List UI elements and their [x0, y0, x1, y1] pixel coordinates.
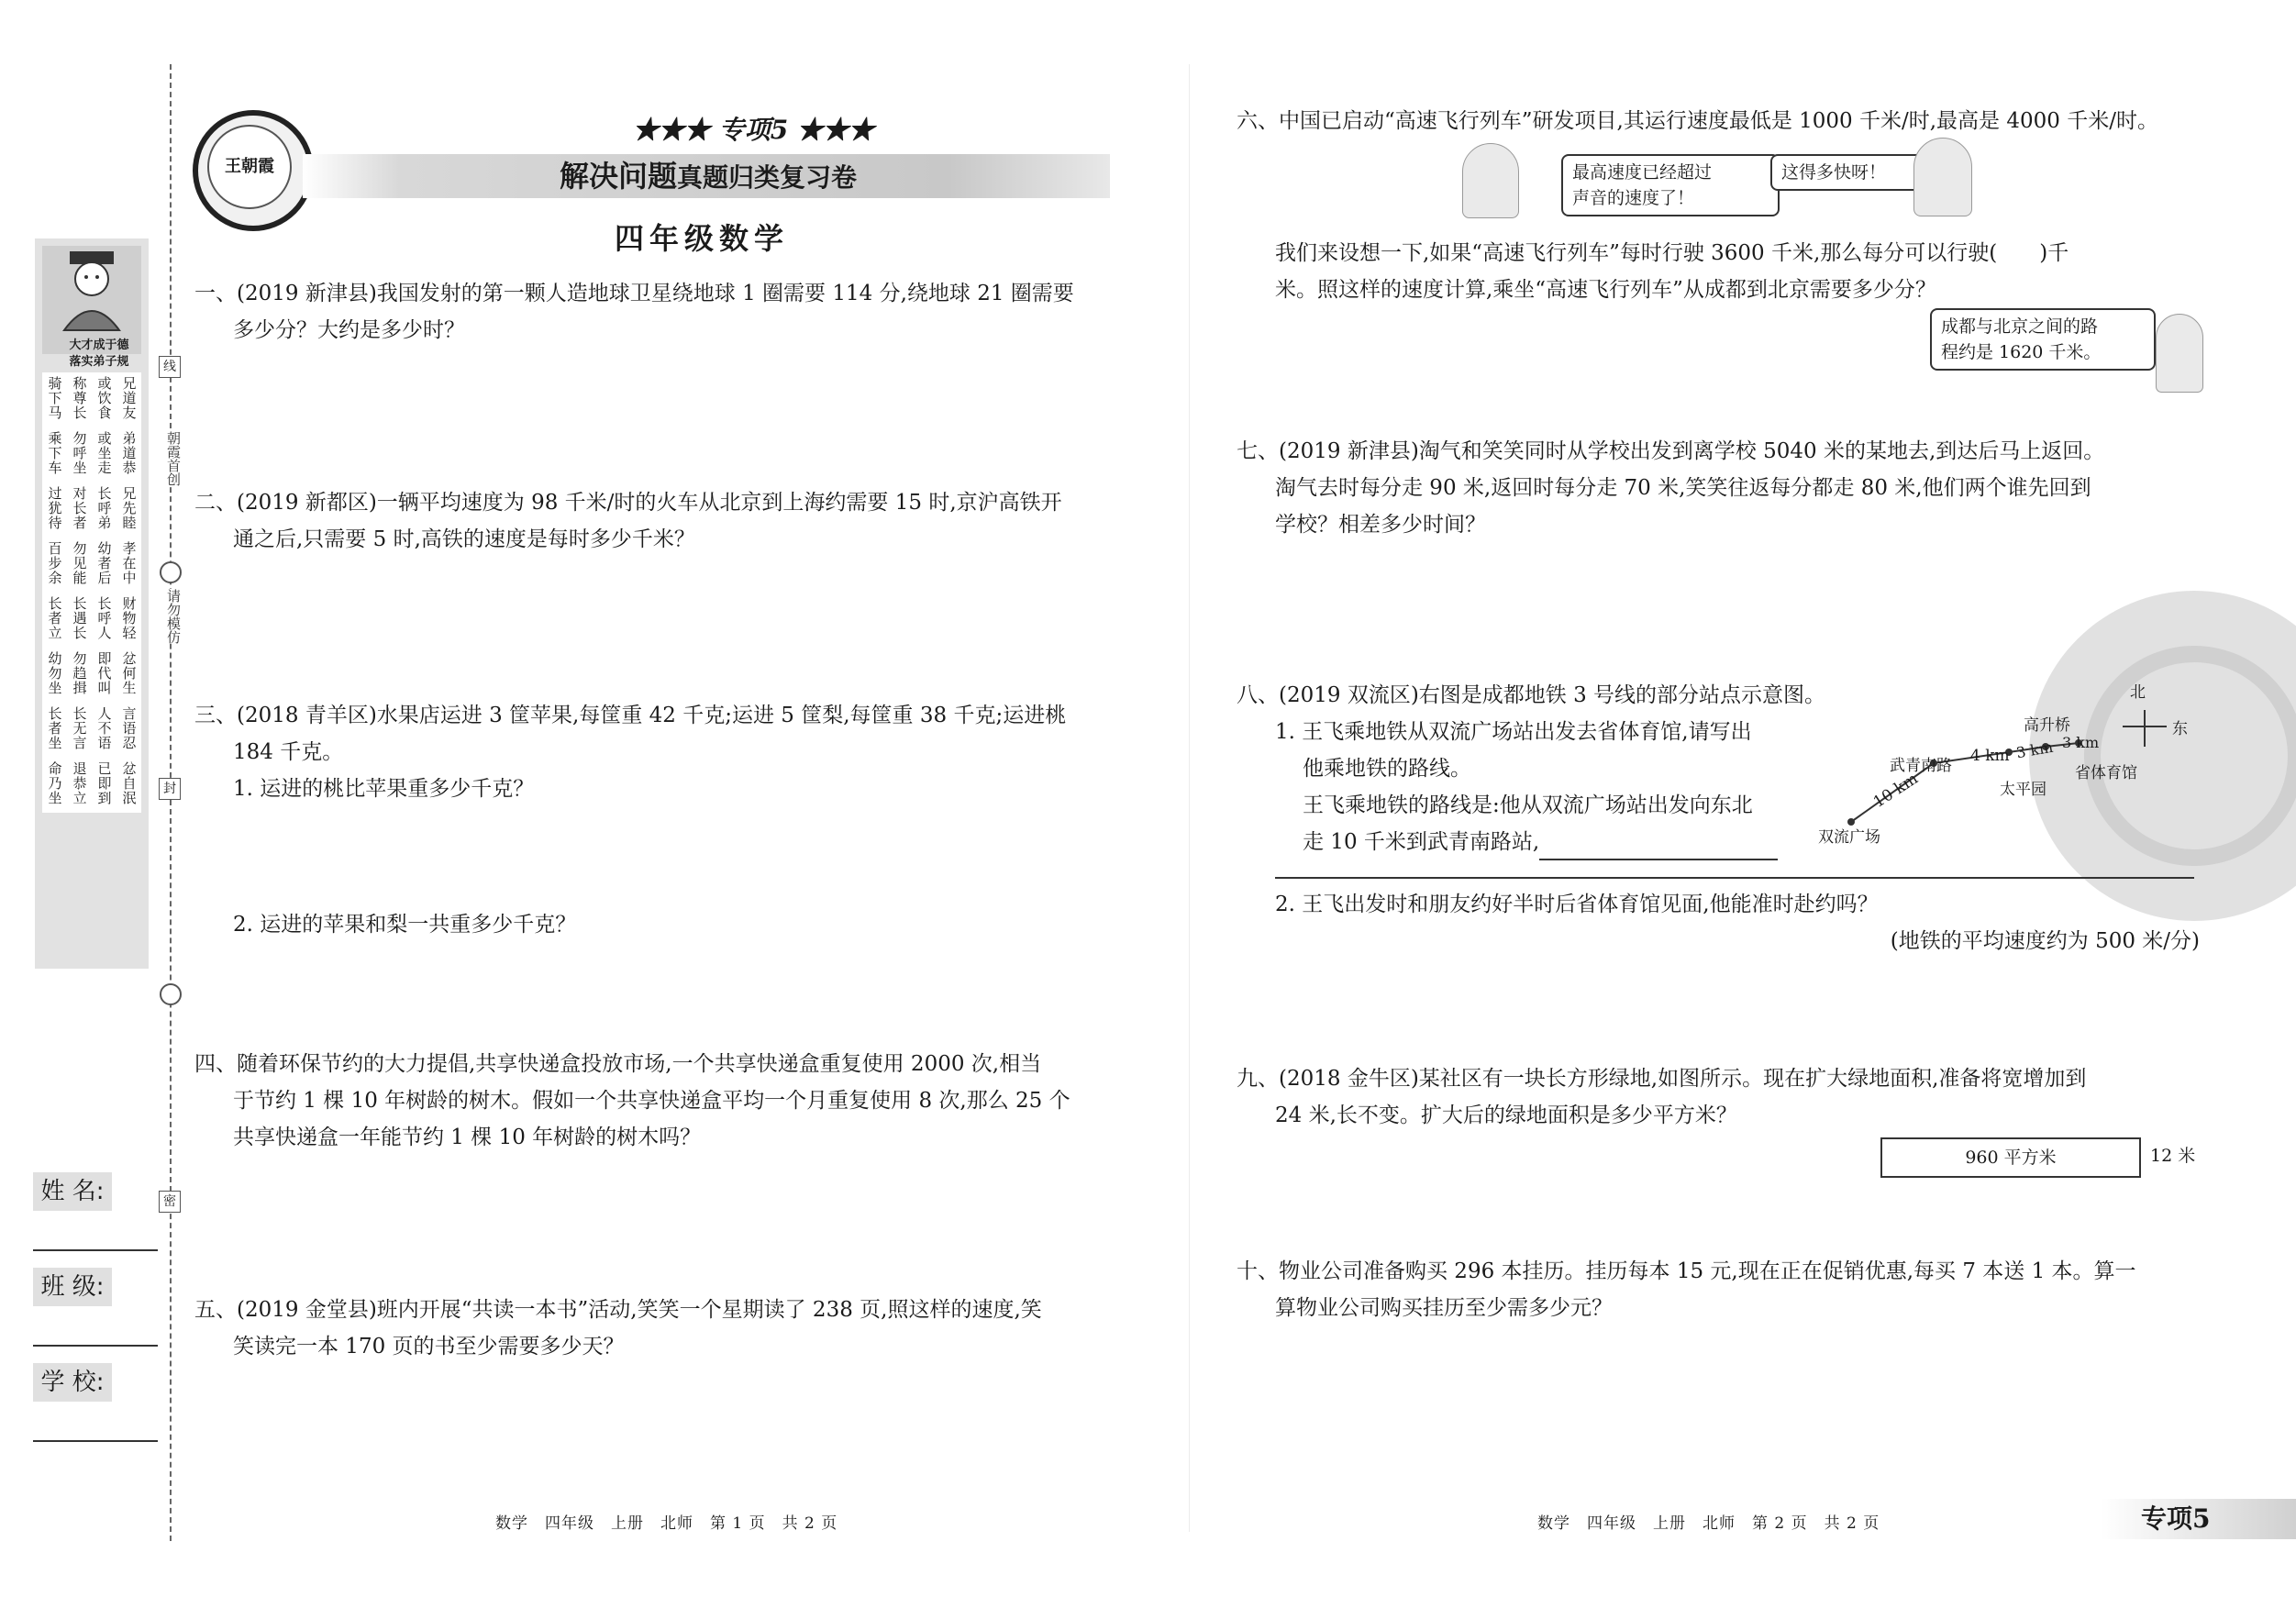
- motto-caption: [46, 338, 152, 371]
- motto-column: 孝在中: [120, 541, 138, 585]
- station-label: 太平园: [2000, 781, 2046, 799]
- bubble-text: 成都与北京之间的路: [1941, 316, 2099, 337]
- distance-label: 3 km: [2014, 738, 2055, 762]
- question-text: 通之后,只需要 5 时,高铁的速度是每时多少千米？: [233, 527, 695, 551]
- motto-group: [42, 427, 141, 482]
- distance-label: 3 km: [2062, 734, 2100, 751]
- route-answer-blank[interactable]: [1539, 835, 1778, 860]
- motto-column: 称尊长: [71, 376, 88, 420]
- motto-group: [42, 538, 141, 593]
- question-text: 六、中国已启动“高速飞行列车”研发项目,其运行速度最低是 1000 千米/时,最高是 4000 千米/时。: [1237, 109, 2158, 133]
- motto-column: 忿何生: [120, 651, 138, 695]
- question-7: [1237, 433, 2209, 543]
- speech-bubble: [1930, 308, 2156, 371]
- motto-column: 弟道恭: [120, 431, 138, 475]
- motto-panel: [35, 238, 149, 969]
- sub-question-text: 走 10 千米到武青南路站,: [1303, 830, 1540, 854]
- binding-dashed-line: [170, 64, 172, 1541]
- green-area-rectangle: 960 平方米: [1880, 1137, 2141, 1178]
- motto-caption-line: 落实弟子规: [69, 355, 129, 369]
- question-6-body: [1237, 235, 2209, 308]
- motto-column: 长者坐: [46, 706, 63, 750]
- motto-group: [42, 482, 141, 538]
- brand-logo: [193, 110, 314, 231]
- motto-column: 骑下马: [46, 376, 63, 420]
- question-text: 学校？相差多少时间？: [1275, 513, 1486, 537]
- speech-bubble: [1561, 154, 1780, 216]
- motto-column: 兄先睦: [120, 486, 138, 530]
- motto-grid: [42, 372, 141, 813]
- subject-title: 四年级数学: [615, 221, 790, 256]
- question-text: 184 千克。: [233, 740, 344, 764]
- question-3: [194, 697, 1167, 943]
- station-label: 双流广场: [1818, 828, 1880, 847]
- question-text: 多少分？大约是多少时？: [233, 318, 465, 342]
- series-tab: [2101, 1499, 2296, 1539]
- binding-hole-icon: [160, 561, 182, 583]
- motto-column: 财物轻: [120, 596, 138, 640]
- binding-word-original: 朝霞首创: [158, 431, 182, 486]
- boy-illustration-icon: [1913, 138, 1972, 216]
- distance-label: 4 km: [1970, 747, 2010, 765]
- binding-word-seal: 封: [159, 778, 181, 800]
- station-label: 武青南路: [1890, 757, 1952, 775]
- motto-group: [42, 648, 141, 703]
- question-text: 笑读完一本 170 页的书至少需要多少天？: [233, 1335, 625, 1359]
- motto-column: 即代叫: [95, 651, 113, 695]
- scholar-icon: [42, 246, 141, 334]
- question-text: 淘气去时每分走 90 米,返回时每分走 70 米,笑笑往返每分都走 80 米,他们两个谁先回到: [1275, 476, 2091, 500]
- question-text: 算物业公司购买挂历至少需多少元？: [1275, 1296, 1613, 1320]
- motto-column: 长无言: [71, 706, 88, 750]
- dog-illustration-icon: [2156, 314, 2203, 393]
- binding-word-no-copy: 请勿模仿: [158, 589, 182, 644]
- motto-column: 幼者后: [95, 541, 113, 585]
- motto-column: 或坐走: [95, 431, 113, 475]
- class-label: 班 级:: [33, 1268, 112, 1306]
- motto-column: 长呼人: [95, 596, 113, 640]
- sub-question-text: 他乘地铁的路线。: [1303, 757, 1471, 781]
- question-2: [194, 484, 1167, 558]
- motto-column: 或饮食: [95, 376, 113, 420]
- question-text: 九、(2018 金牛区)某社区有一块长方形绿地,如图所示。现在扩大绿地面积,准备将宽增加到: [1237, 1067, 2087, 1091]
- motto-column: 长呼弟: [95, 486, 113, 530]
- question-5: [194, 1292, 1167, 1365]
- motto-group: [42, 372, 141, 427]
- question-text: 我们来设想一下,如果“高速飞行列车”每时行驶 3600 千米,那么每分可以行驶( )千: [1275, 241, 2069, 265]
- question-text: 八、(2019 双流区)右图是成都地铁 3 号线的部分站点示意图。: [1237, 683, 1826, 707]
- class-field[interactable]: [33, 1345, 158, 1347]
- question-text: 二、(2019 新都区)一辆平均速度为 98 千米/时的火车从北京到上海约需要 15 时,京沪高铁开: [194, 491, 1062, 515]
- question-text: 四、随着环保节约的大力提倡,共享快递盒投放市场,一个共享快递盒重复使用 2000 次,相当: [194, 1052, 1042, 1076]
- name-label: 姓 名:: [33, 1172, 112, 1211]
- motto-column: 长遇长: [71, 596, 88, 640]
- brand-logo-text: 王朝霞: [207, 125, 292, 209]
- question-9: [1237, 1060, 2209, 1134]
- sub-question-text: 2. 王飞出发时和朋友约好半时后省体育馆见面,他能准时赴约吗？: [1275, 893, 1879, 916]
- question-4: [194, 1046, 1167, 1156]
- motto-column: 忿自泯: [120, 761, 138, 805]
- station-label: 高升桥: [2024, 716, 2070, 735]
- bubble-text: 程约是 1620 千米。: [1941, 342, 2102, 362]
- motto-column: 言语忍: [120, 706, 138, 750]
- question-text: 一、(2019 新津县)我国发射的第一颗人造地球卫星绕地球 1 圈需要 114 分,绕地球 21 圈需要: [194, 282, 1074, 305]
- series-label: ★★★ 专项5 ★★★: [633, 115, 874, 145]
- girl-illustration-icon: [1462, 143, 1519, 218]
- motto-column: 勿趋揖: [71, 651, 88, 695]
- question-text: 七、(2019 新津县)淘气和笑笑同时从学校出发到离学校 5040 米的某地去,到达后马上返回。: [1237, 439, 2105, 463]
- station-label: 省体育馆: [2075, 764, 2137, 782]
- title-rest: 真题归类复习卷: [677, 162, 858, 193]
- question-1: [194, 275, 1167, 349]
- motto-column: 幼勿坐: [46, 651, 63, 695]
- compass-north: 北: [2130, 683, 2146, 702]
- motto-column: 勿呼坐: [71, 431, 88, 475]
- question-text: 三、(2018 青羊区)水果店运进 3 筐苹果,每筐重 42 千克;运进 5 筐梨,每筐重 38 千克;运进桃: [194, 704, 1067, 727]
- name-field[interactable]: [33, 1249, 158, 1251]
- question-text: 五、(2019 金堂县)班内开展“共读一本书”活动,笑笑一个星期读了 238 页,照这样的速度,笑: [194, 1298, 1042, 1322]
- bubble-text: 声音的速度了！: [1572, 188, 1695, 208]
- question-8-part2: [1237, 886, 2209, 959]
- question-text: 24 米,长不变。扩大后的绿地面积是多少平方米？: [1275, 1103, 1737, 1127]
- series-text: 专项5: [718, 115, 789, 145]
- question-10: [1237, 1253, 2209, 1326]
- motto-caption-line: 大才成于德: [69, 338, 129, 352]
- motto-group: [42, 593, 141, 648]
- page-footer: 数学 四年级 上册 北师 第 1 页 共 2 页: [495, 1514, 838, 1533]
- title-bar: [303, 154, 1110, 198]
- motto-group: [42, 703, 141, 758]
- binding-word-secret: 密: [159, 1191, 181, 1213]
- motto-column: 对长者: [71, 486, 88, 530]
- question-text: 于节约 1 棵 10 年树龄的树木。假如一个共享快递盒平均一个月重复使用 8 次,那么 25 个: [233, 1089, 1070, 1113]
- compass-east: 东: [2172, 720, 2188, 738]
- school-field[interactable]: [33, 1440, 158, 1442]
- page-fold: [1189, 64, 1190, 1532]
- motto-column: 命乃坐: [46, 761, 63, 805]
- page-title: [560, 156, 857, 198]
- rect-width-label: 12 米: [2150, 1146, 2196, 1166]
- question-text: 米。照这样的速度计算,乘坐“高速飞行列车”从成都到北京需要多少分？: [1275, 278, 1936, 302]
- sub-question-text: 2. 运进的苹果和梨一共重多少千克？: [233, 913, 577, 937]
- motto-group: [42, 758, 141, 813]
- answer-line[interactable]: [1275, 877, 2194, 879]
- motto-column: 兄道友: [120, 376, 138, 420]
- binding-hole-icon: [160, 983, 182, 1005]
- page-footer: 数学 四年级 上册 北师 第 2 页 共 2 页: [1537, 1514, 1880, 1533]
- sub-question-text: 1. 王飞乘地铁从双流广场站出发去省体育馆,请写出: [1275, 720, 1752, 744]
- motto-column: 退恭立: [71, 761, 88, 805]
- motto-column: 勿见能: [71, 541, 88, 585]
- sub-question-text: 1. 运进的桃比苹果重多少千克？: [233, 777, 535, 801]
- question-6: [1237, 103, 2209, 139]
- motto-column: 过犹待: [46, 486, 63, 530]
- distance-label: 10 km: [1869, 770, 1922, 812]
- bubble-text: 最高速度已经超过: [1572, 162, 1713, 183]
- bubble-text: 这得多快呀！: [1781, 162, 1887, 183]
- motto-column: 人不语: [95, 706, 113, 750]
- motto-column: 已即到: [95, 761, 113, 805]
- title-main: 解决问题: [560, 159, 678, 194]
- hint-note: (地铁的平均速度约为 500 米/分): [1890, 929, 2200, 953]
- school-label: 学 校:: [33, 1363, 112, 1402]
- scholar-illustration: [42, 246, 141, 369]
- motto-column: 百步余: [46, 541, 63, 585]
- question-text: 十、物业公司准备购买 296 本挂历。挂历每本 15 元,现在正在促销优惠,每买 7 本送 1 本。算一: [1237, 1259, 2136, 1283]
- motto-column: 乘下车: [46, 431, 63, 475]
- series-tab-text: 专项5: [2141, 1503, 2211, 1534]
- sub-question-text: 王飞乘地铁的路线是:他从双流广场站出发向东北: [1303, 793, 1753, 817]
- motto-column: 长者立: [46, 596, 63, 640]
- question-text: 共享快递盒一年能节约 1 棵 10 年树龄的树木吗？: [233, 1126, 702, 1149]
- binding-word-line: 线: [159, 356, 181, 378]
